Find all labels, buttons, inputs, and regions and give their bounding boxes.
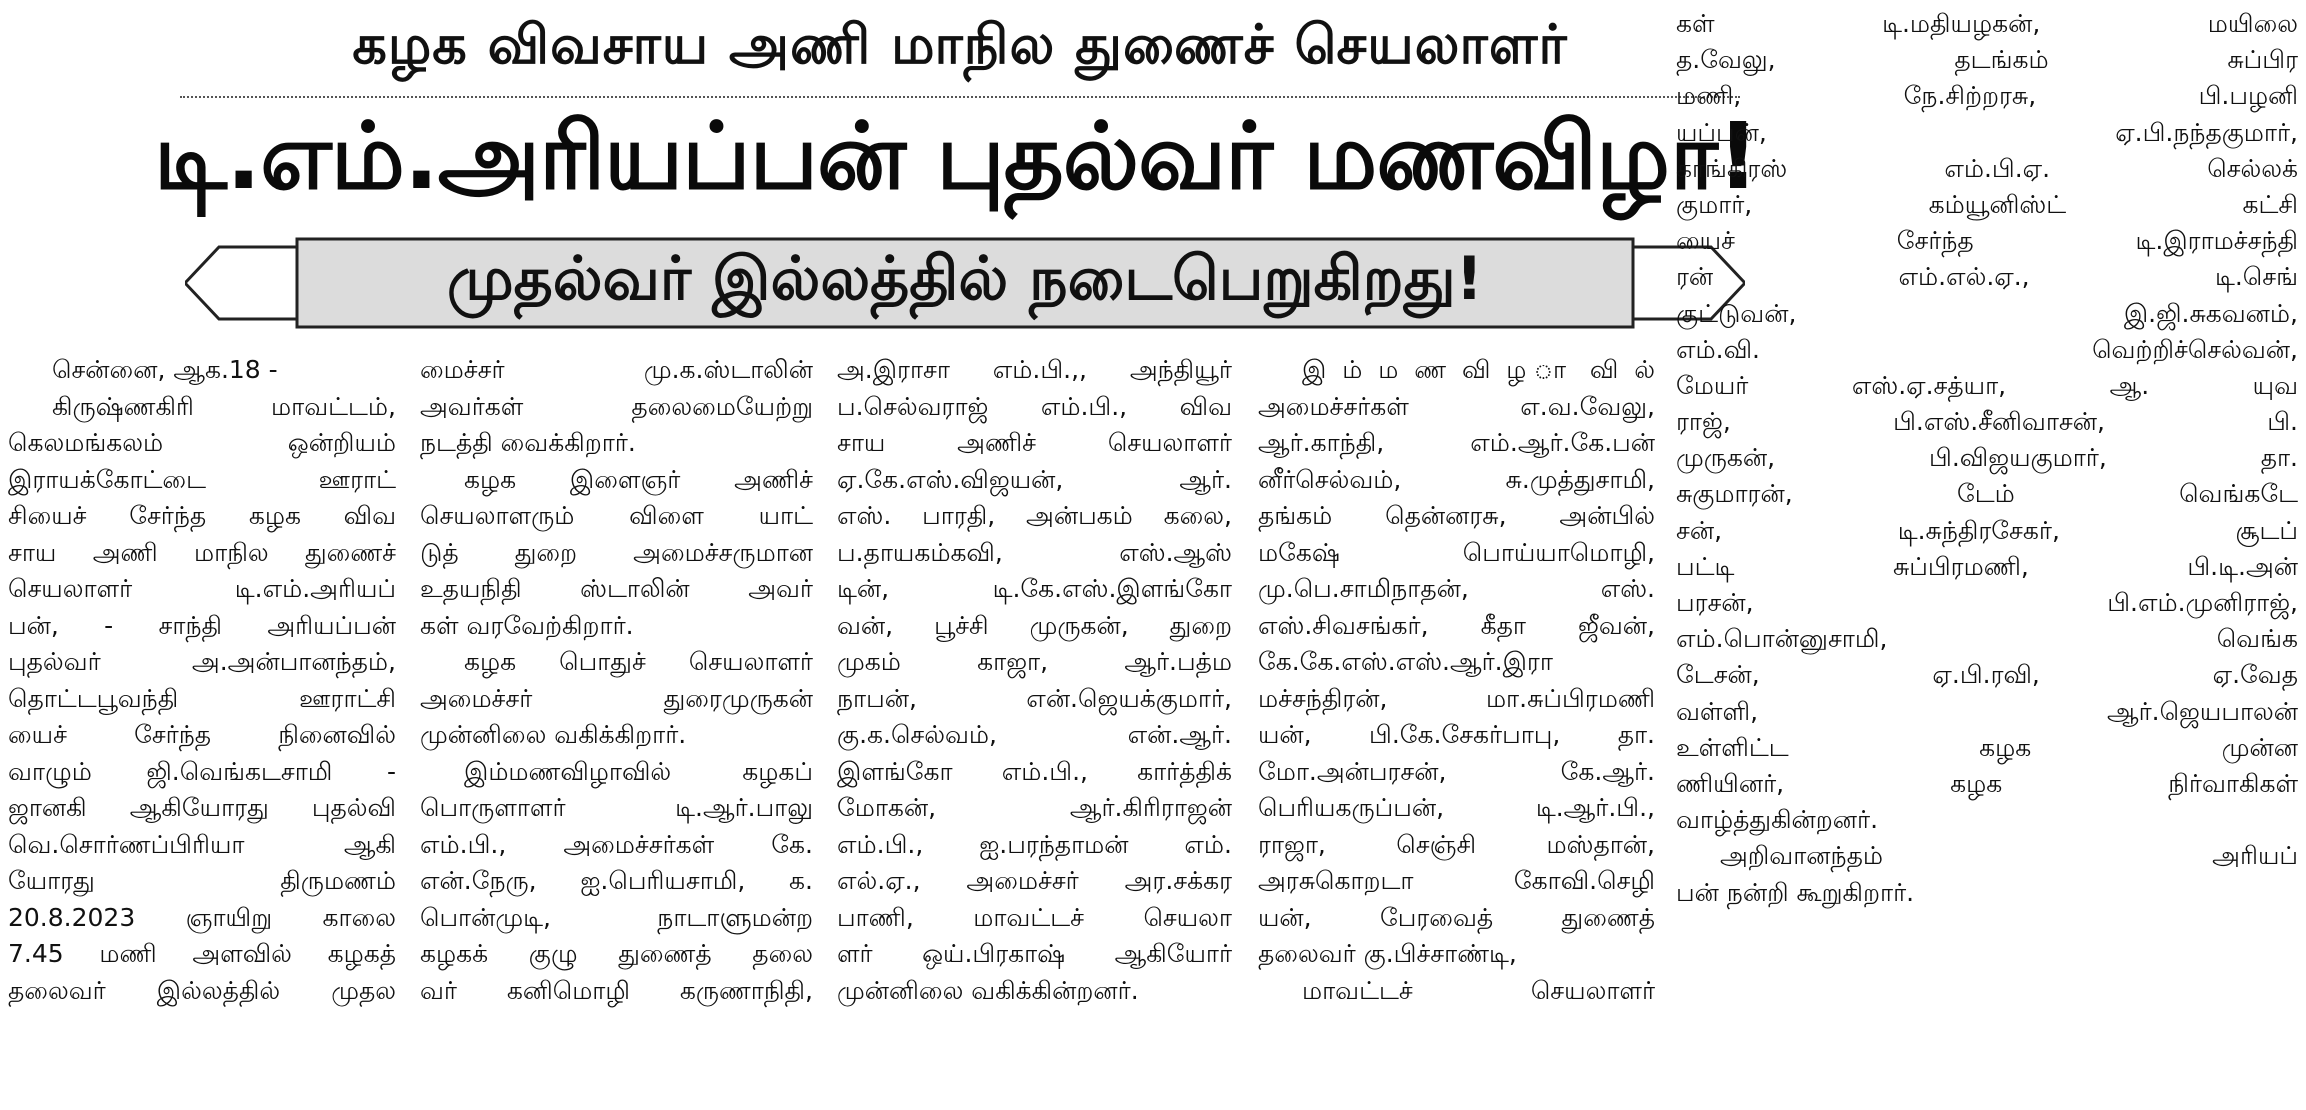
text-line: வாழ்த்துகின்றனர். [1676,805,1879,835]
text-line: இளங்கோ எம்.பி., கார்த்திக் [837,756,1232,786]
text-line: எஸ். பாரதி, அன்பகம் கலை, [837,501,1232,530]
text-line: பன் நன்றி கூறுகிறார். [1676,877,1915,907]
text-line: அமைச்சர் துரைமுருகன் [420,683,813,713]
text-line: இம்மணவிழாவில் கழகப் [464,756,813,786]
text-line: கழக பொதுச் செயலாளர் [464,647,813,676]
main-headline: டி.எம்.அரியப்பன் புதல்வர் மணவிழா! [153,103,1759,210]
text-line: மோ.அன்பரசன், கே.ஆர். [1258,756,1655,786]
text-line: டின், டி.கே.எஸ்.இளங்கோ [837,574,1232,603]
text-line: கழக இளைஞர் அணிச் [464,464,813,494]
text-line: சென்னை, ஆக.18 - [52,355,278,384]
text-line: எம்.பொன்னுசாமி, வெங்க [1676,624,2298,654]
text-line: வன், பூச்சி முருகன், துறை [837,610,1232,640]
kicker-divider [180,96,1740,98]
text-line: உதயநிதி ஸ்டாலின் அவர் [420,574,813,603]
text-line: நாபன், என்.ஜெயக்குமார், [837,683,1232,713]
text-line: கள் டி.மதியழகன், மயிலை [1676,9,2298,38]
text-line: வர் கனிமொழி கருணாநிதி, [420,975,813,1005]
text-line: ரன் எம்.எல்.ஏ., டி.செங் [1676,262,2298,292]
text-line: மாவட்டச் செயலாளர் [1302,975,1655,1005]
text-line: வள்ளி, ஆர்.ஜெயபாலன் [1676,696,2298,726]
text-line: அவர்கள் தலைமையேற்று [420,391,813,421]
article-column-1 [8,352,396,1009]
text-line: முகம் காஜா, ஆர்.பத்ம [837,647,1232,676]
text-line: எம்.வி. வெற்றிச்செல்வன், [1676,334,2298,364]
text-line: பொருளாளர் டி.ஆர்.பாலு [420,793,813,822]
text-line: அமைச்சர்கள் எ.வ.வேலு, [1258,391,1655,421]
text-line: ஜானகி ஆகியோரது புதல்வி [8,793,396,822]
text-line: டுத் துறை அமைச்சருமான [420,537,813,567]
text-line: முன்னிலை வகிக்கிறார். [420,720,687,749]
text-line: சியைச் சேர்ந்த கழக விவ [8,501,396,530]
text-line: முருகன், பி.விஜயகுமார், தா. [1676,443,2298,473]
text-line: குட்டுவன், இ.ஜி.சுகவனம், [1676,298,2298,328]
text-line: த.வேலு, தடங்கம் சுப்பிர [1676,45,2298,75]
text-line: கு.க.செல்வம், என்.ஆர். [837,720,1232,749]
text-line: நடத்தி வைக்கிறார். [420,428,636,457]
text-line: மேயர் எஸ்.ஏ.சத்யா, ஆ. யுவ [1676,370,2298,400]
text-line: பரசன், பி.எம்.முனிராஜ், [1676,588,2298,617]
text-line: மைச்சர் மு.க.ஸ்டாலின் [420,355,813,384]
text-line: சன், டி.சுந்திரசேகர், சூடப் [1676,515,2298,545]
kicker-headline: கழக விவசாய அணி மாநில துணைச் செயலாளர் [352,12,1568,76]
text-line: பட்டி சுப்பிரமணி, பி.டி.அன் [1676,551,2298,581]
text-line: மகேஷ் பொய்யாமொழி, [1258,537,1655,567]
text-line: யன், பி.கே.சேகர்பாபு, தா. [1258,720,1655,749]
text-line: எல்.ஏ., அமைச்சர் அர.சக்கர [837,866,1232,895]
text-line: பன், - சாந்தி அரியப்பன் [8,610,396,640]
text-line: னீர்செல்வம், சு.முத்துசாமி, [1258,464,1655,494]
text-line: செயலாளர் டி.எம்.அரியப் [8,574,396,603]
text-line: 20.8.2023 ஞாயிறு காலை [8,902,396,932]
text-line: தலைவர் இல்லத்தில் முதல [8,975,396,1005]
article-column-2 [420,352,813,1009]
text-line: எம்.பி., ஐ.பரந்தாமன் எம். [837,829,1232,859]
text-line: யோரது திருமணம் [8,866,396,895]
text-line: புதல்வர் அ.அன்பானந்தம், [8,647,396,676]
text-line: ராஜா, செஞ்சி மஸ்தான், [1258,829,1655,859]
text-line: வாழும் ஜி.வெங்கடசாமி - [8,756,396,786]
article-column-4 [1258,352,1655,1009]
text-line: சாய அணிச் செயலாளர் [837,428,1232,457]
text-line: கே.கே.எஸ்.எஸ்.ஆர்.இரா [1258,647,1553,676]
text-line: யன், பேரவைத் துணைத் [1258,902,1655,932]
text-line: முன்னிலை வகிக்கின்றனர். [837,975,1139,1005]
text-line: அரசுகொறடா கோவி.செழி [1258,866,1655,895]
text-line: கெலமங்கலம் ஒன்றியம் [8,428,396,457]
text-line: பொன்முடி, நாடாளுமன்ற [420,902,813,932]
text-line: மு.பெ.சாமிநாதன், எஸ். [1258,574,1655,603]
text-line: மோகன், ஆர்.கிரிராஜன் [837,793,1232,822]
text-line: டேசன், ஏ.பி.ரவி, ஏ.வேத [1676,660,2298,690]
text-line: கள் வரவேற்கிறார். [420,610,634,640]
text-line: யைச் சேர்ந்த நினைவில் [8,720,396,749]
text-line: செயலாளரும் விளை யாட் [420,501,813,530]
text-line: என்.நேரு, ஐ.பெரியசாமி, க. [420,866,813,895]
text-line: ப.தாயகம்கவி, எஸ்.ஆஸ் [837,537,1232,567]
text-line: உள்ளிட்ட கழக முன்ன [1676,732,2298,762]
text-line: தலைவர் கு.பிச்சாண்டி, [1258,939,1517,968]
text-line: யைச் சேர்ந்த டி.இராமச்சந்தி [1676,226,2298,256]
text-line: ப.செல்வராஜ் எம்.பி., விவ [837,391,1232,421]
text-line: குமார், கம்யூனிஸ்ட் கட்சி [1676,189,2298,219]
article-column-5 [1676,6,2298,911]
text-line: அ.இராசா எம்.பி.,, அந்தியூர் [837,355,1232,384]
subheadline-text: முதல்வர் இல்லத்தில் நடைபெறுகிறது! [447,244,1483,314]
text-line: சாய அணி மாநில துணைச் [8,537,396,567]
text-line: கழகக் குழு துணைத் தலை [420,939,813,968]
text-line: ளர் ஒய்.பிரகாஷ் ஆகியோர் [837,939,1232,968]
text-line: தங்கம் தென்னரசு, அன்பில் [1258,501,1655,530]
text-line: ணியினர், கழக நிர்வாகிகள் [1676,768,2298,798]
text-line: இ ம் ம ண வி ழ ா வி ல் [1302,355,1655,384]
text-line: ஆர்.காந்தி, எம்.ஆர்.கே.பன் [1258,428,1655,457]
text-line: பெரியகருப்பன், டி.ஆர்.பி., [1258,793,1655,822]
text-line: சுகுமாரன், டேம் வெங்கடே [1676,479,2298,509]
text-line: மணி, நே.சிற்றரசு, பி.பழனி [1676,81,2298,111]
article-column-3 [837,352,1232,1009]
text-line: 7.45 மணி அளவில் கழகத் [8,939,396,968]
text-line: இராயக்கோட்டை ஊராட் [8,464,396,494]
text-line: அறிவானந்தம் அரியப் [1720,841,2298,871]
text-line: கிருஷ்ணகிரி மாவட்டம், [52,391,396,421]
text-line: காங்கிரஸ் எம்.பி.ஏ. செல்லக் [1676,153,2298,183]
text-line: எஸ்.சிவசங்கர், கீதா ஜீவன், [1258,610,1655,640]
text-line: ஏ.கே.எஸ்.விஜயன், ஆர். [837,464,1232,494]
text-line: எம்.பி., அமைச்சர்கள் கே. [420,829,813,859]
subheadline-banner [185,233,1745,333]
text-line: யப்பன், ஏ.பி.நந்தகுமார், [1676,117,2298,147]
text-line: மச்சந்திரன், மா.சுப்பிரமணி [1258,683,1655,713]
text-line: ராஜ், பி.எஸ்.சீனிவாசன், பி. [1676,407,2298,437]
text-line: பாணி, மாவட்டச் செயலா [837,902,1232,932]
text-line: தொட்டபூவந்தி ஊராட்சி [8,683,396,713]
text-line: வெ.சொர்ணப்பிரியா ஆகி [8,829,396,859]
